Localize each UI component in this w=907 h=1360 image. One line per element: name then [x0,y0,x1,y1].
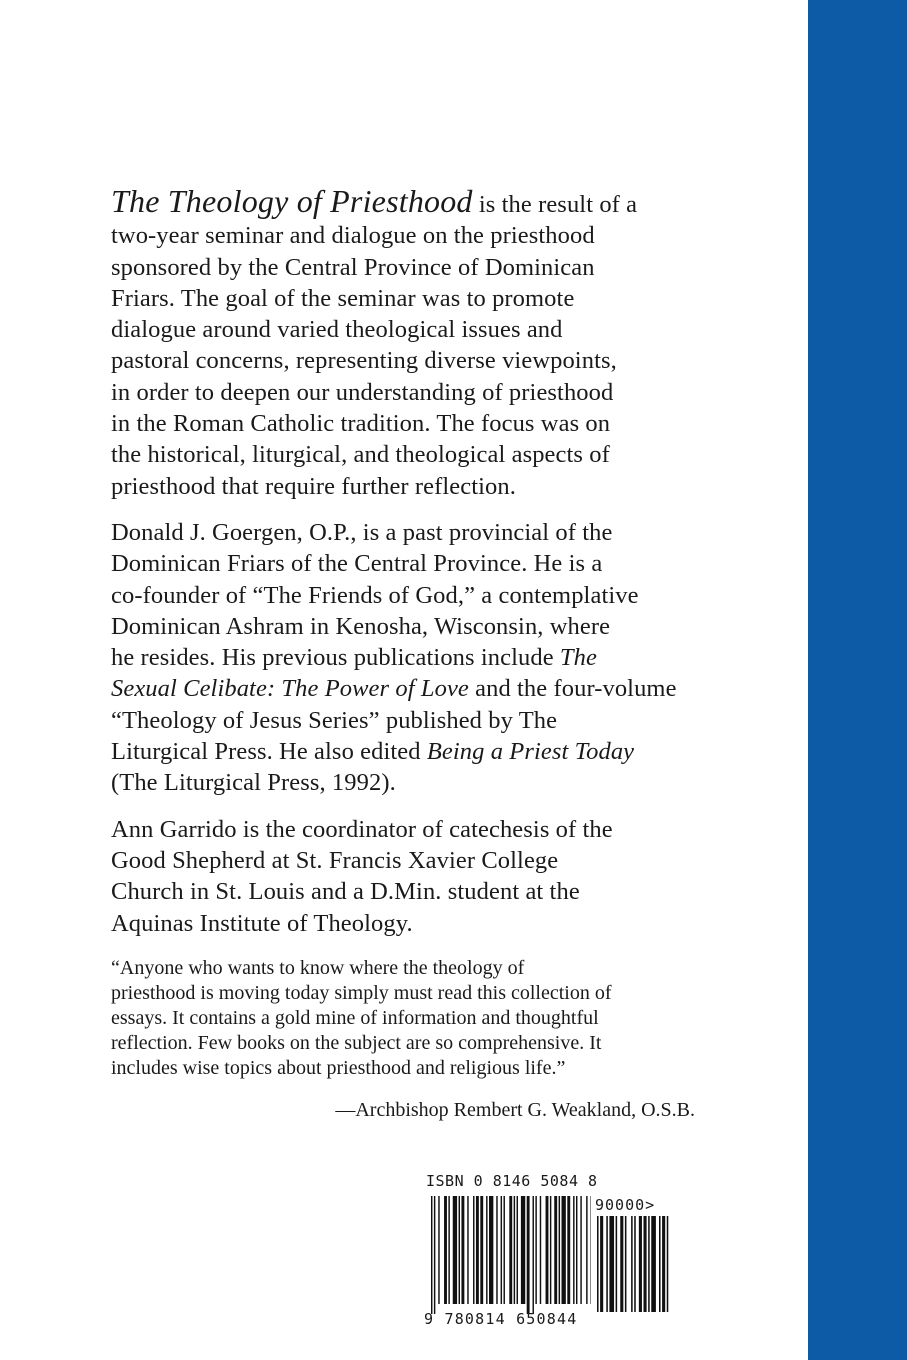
barcode-bar [586,1196,587,1304]
barcode-bar [434,1196,435,1314]
blurb-line: pastoral concerns, representing diverse viewpoints, [111,347,617,375]
blurb-line: Friars. The goal of the seminar was to promote [111,284,575,312]
barcode-bar [473,1196,474,1304]
editor-bio-line: Church in St. Louis and a D.Min. student at the [111,878,580,906]
blurb-line: dialogue around varied theological issues and [111,316,563,344]
barcode-bar [509,1196,512,1304]
barcode-bar [567,1196,570,1304]
barcode-bar [648,1216,650,1312]
blurb-paragraph [111,183,711,502]
blurb-line: two-year seminar and dialogue on the priesthood [111,222,595,250]
barcode-bar [444,1196,447,1304]
editor-bio-line: Good Shepherd at St. Francis Xavier College [111,846,559,874]
blurb-line: priesthood that require further reflection. [111,472,516,500]
author-bio-line: Dominican Friars of the Central Province. He is a [111,550,603,578]
barcode-bar [591,1196,592,1304]
barcode-bar [517,1196,518,1304]
barcode-bar [662,1216,665,1312]
author-bio-line: (The Liturgical Press, 1992). [111,769,396,797]
isbn-label: ISBN 0 8146 5084 8 [426,1172,598,1190]
blurb-line: in the Roman Catholic tradition. The focus was on [111,410,611,438]
back-cover-text [111,183,711,1123]
barcode-bar [573,1196,574,1304]
barcode-bar [540,1196,541,1304]
endorsement-attribution: —Archbishop Rembert G. Weakland, O.S.B. [335,1098,695,1121]
author-bio-line: Liturgical Press. He also edited Being a Priest Today [111,738,635,766]
barcode-bar [459,1196,460,1304]
barcode-bar [550,1196,551,1304]
author-bio-line: co-founder of “The Friends of God,” a contemplative [111,581,639,609]
barcode-bar [580,1196,581,1304]
barcode-bar [514,1196,515,1304]
barcode-bar [489,1196,493,1304]
barcode-bar [476,1196,479,1304]
book-title: The Theology of Priesthood [111,183,473,219]
barcode-bar [554,1196,557,1304]
ean13-bars [431,1196,591,1318]
quote-line: includes wise topics about priesthood and religious life.” [111,1056,566,1079]
barcode-bar [521,1196,525,1304]
author-bio-line: Sexual Celibate: The Power of Love and the four-volume [111,675,677,703]
barcode-bar [431,1196,432,1314]
barcode-bar [533,1196,534,1314]
publication-title: Sexual Celibate: The Power of Love [111,675,469,703]
barcode-bar [461,1196,464,1304]
blurb-line-1: The Theology of Priesthood is the result of a [111,183,638,219]
barcode-bar [504,1196,505,1304]
barcode-bar [616,1216,618,1312]
author-bio-line: “Theology of Jesus Series” published by The [111,706,558,734]
barcode-bar [620,1216,623,1312]
spine-color-band [808,0,907,1360]
blurb-line: in order to deepen our understanding of priesthood [111,378,614,406]
quote-line: priesthood is moving today simply must read this collection of [111,981,612,1004]
publication-title: The [559,644,597,672]
barcode-bar [597,1216,599,1312]
barcode-bar [496,1196,497,1304]
quote-line: reflection. Few books on the subject are so comprehensive. It [111,1031,602,1054]
author-bio-line: he resides. His previous publications include The [111,644,597,672]
barcode-bar [527,1196,530,1314]
quote-line: “Anyone who wants to know where the theology of [111,956,525,979]
barcode-bar [486,1196,487,1304]
barcode-bar [535,1196,536,1304]
author-bio-line: Donald J. Goergen, O.P., is a past provincial of the [111,518,613,546]
barcode-bar [625,1216,627,1312]
barcode-bar [631,1216,633,1312]
barcode-bar [644,1216,647,1312]
blurb-line: sponsored by the Central Province of Dominican [111,253,595,281]
editor-bio-line: Ann Garrido is the coordinator of catechesis of the [111,815,613,843]
barcode-bar [559,1196,560,1304]
barcode-bar [453,1196,457,1304]
supplement-bars [597,1216,673,1314]
author-bio-paragraph [111,517,711,799]
barcode-bar [634,1216,636,1312]
barcode-bar [438,1196,439,1304]
ean-digits: 9 780814 650844 [424,1310,578,1328]
editor-bio-line: Aquinas Institute of Theology. [111,909,413,937]
author-bio-line: Dominican Ashram in Kenosha, Wisconsin, where [111,612,611,640]
barcode-bar [480,1196,483,1304]
barcode-bar [639,1216,642,1312]
barcode-bar [600,1216,603,1312]
barcode-bar [562,1196,566,1304]
barcode-bar [501,1196,502,1304]
barcode-bar [448,1196,449,1304]
barcode-bar [576,1196,577,1304]
barcode-bar [546,1196,549,1304]
barcode-bar [659,1216,661,1312]
supplement-code: 90000> [595,1196,656,1214]
barcode-bar [609,1216,614,1312]
isbn-barcode [424,1172,704,1342]
quote-line: essays. It contains a gold mine of information and thoughtful [111,1006,599,1029]
barcode-bar [606,1216,608,1312]
endorsement-quote [111,956,711,1081]
barcode-bar [651,1216,656,1312]
blurb-line: the historical, liturgical, and theological aspects of [111,441,610,469]
publication-title: Being a Priest Today [426,738,635,766]
editor-bio-paragraph [111,814,711,939]
barcode-bar [667,1216,669,1312]
barcode-bar [467,1196,468,1304]
